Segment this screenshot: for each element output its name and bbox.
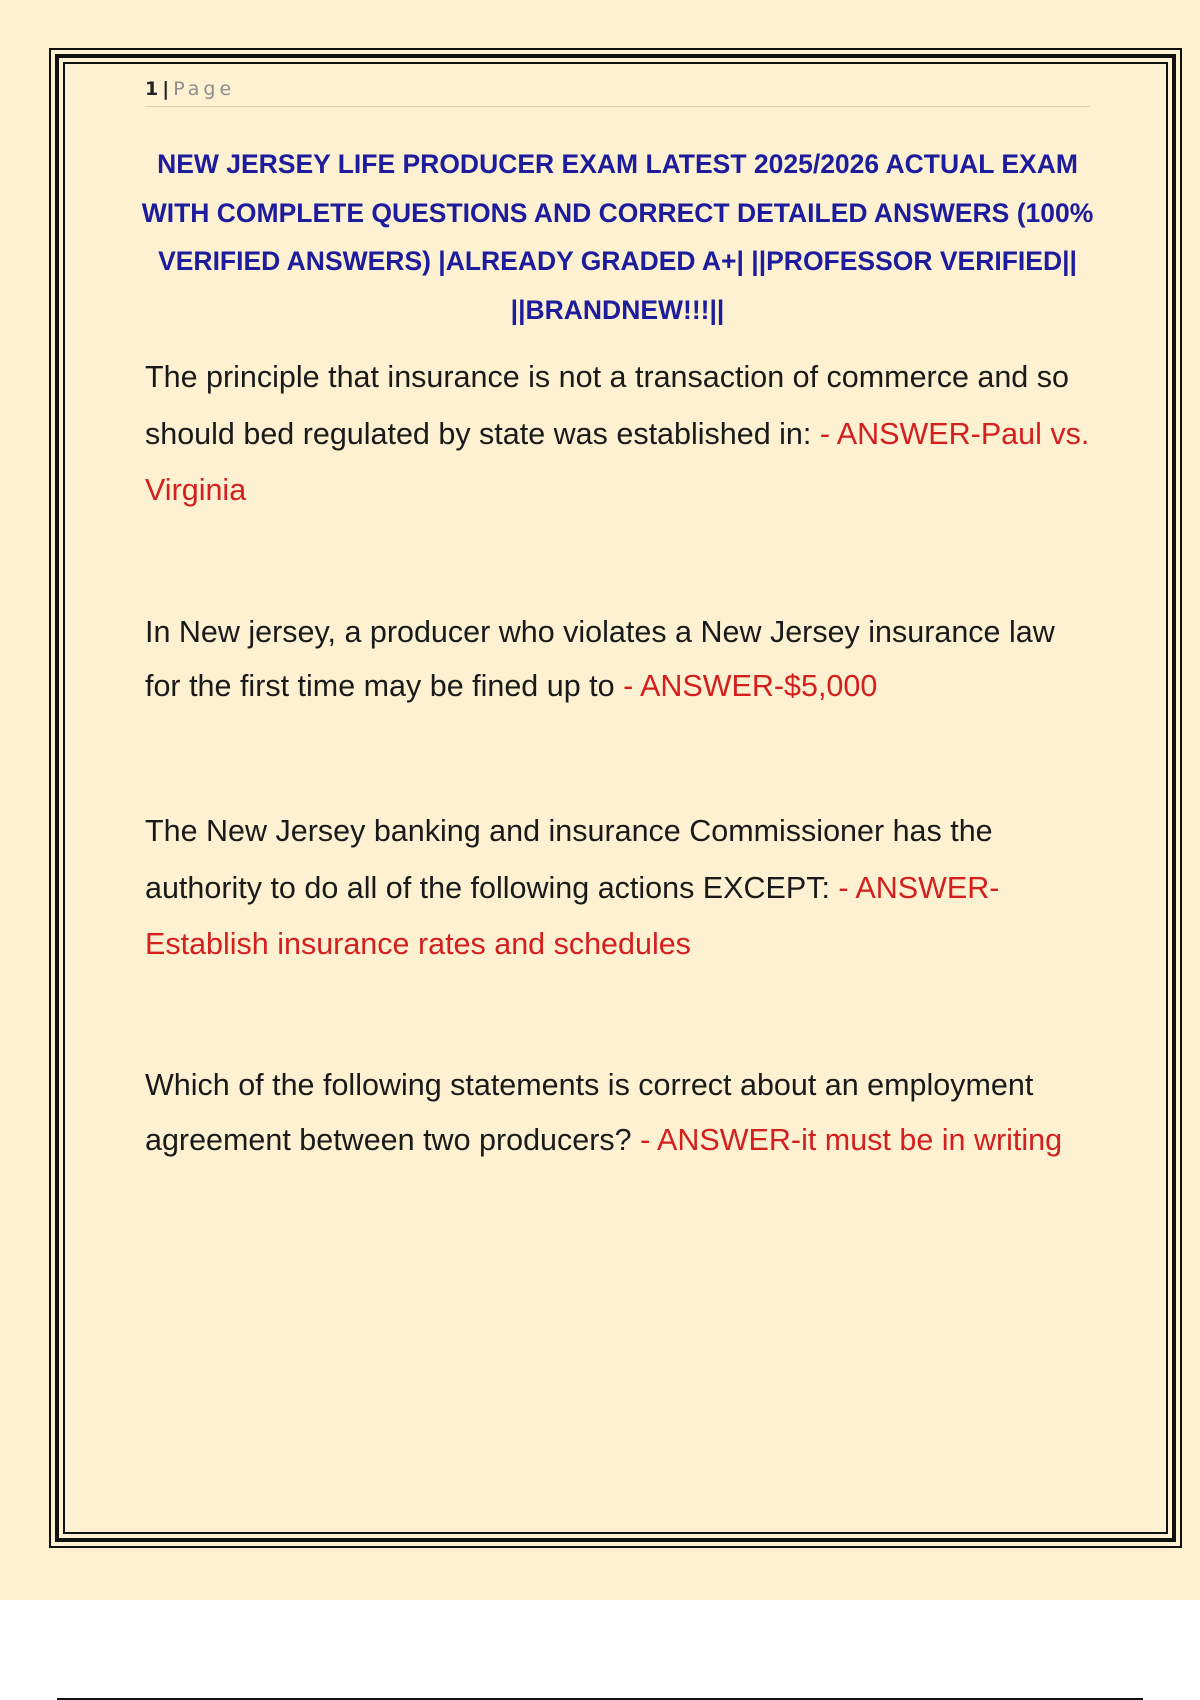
question-text: In New jersey, a producer who violates a New Jersey insurance law for the first time may be fined up to [145, 615, 1055, 703]
question-text: Which of the following statements is correct about an employment agreement between two producers? [145, 1068, 1034, 1157]
answer-text: - ANSWER-Establish insurance rates and schedules [145, 870, 1000, 961]
answer-text: - ANSWER-$5,000 [623, 669, 878, 703]
page-label: Page [173, 78, 236, 100]
answer-text: - ANSWER-it must be in writing [640, 1123, 1063, 1157]
page-header [145, 74, 1090, 107]
qa-item-3 [145, 803, 1095, 973]
qa-item-4 [145, 1058, 1095, 1168]
question-text: The principle that insurance is not a transaction of commerce and so should bed regulated by state was established in: [145, 360, 1069, 451]
answer-text: - ANSWER-Paul vs. Virginia [145, 416, 1090, 507]
page-number: 1 [145, 78, 159, 100]
page-header-separator: | [162, 78, 170, 100]
qa-item-1 [145, 349, 1095, 519]
qa-item-2 [145, 605, 1095, 713]
document-title: NEW JERSEY LIFE PRODUCER EXAM LATEST 2025/2026 ACTUAL EXAM WITH COMPLETE QUESTIONS AND CORRECT DETAILED ANSWERS (100% VERIFIED ANSWERS) |ALREADY GRADED A+| ||PROFESSOR VERIFIED|| ||BRANDNEW!!!|| [141, 149, 1094, 325]
question-text: The New Jersey banking and insurance Commissioner has the authority to do all of the following actions EXCEPT: [145, 814, 993, 905]
